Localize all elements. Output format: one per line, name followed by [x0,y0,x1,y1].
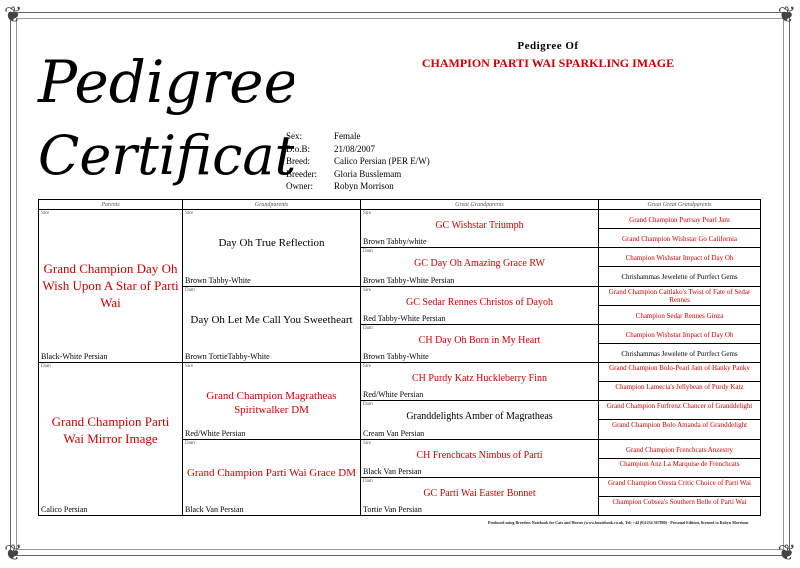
pedigree-table [38,199,761,516]
great-grandparent-4: Dam CH Day Oh Born in My Heart Brown Tabby-White [361,324,599,362]
software-footer: Produced using Breeders Notebook for Cats and Horses (www.bnotebook.co.uk, Tel: +44 (0)1234 567890) - Personal Edition, licensed to Robyn Morrison [488,520,749,525]
great-grandparent-5: Sire CH Purdy Katz Huckleberry Finn Red/White Persian [361,363,599,401]
column-header-parents: Parents [39,200,183,210]
corner-ornament-icon: ❦ [777,540,796,565]
grandparent-name: Day Oh True Reflection [218,237,325,249]
ggp-7: Champion Wishstar Impact of Day Oh [599,324,761,343]
ggp-3: Champion Wishstar Impact of Day Oh [599,248,761,267]
ggp-5: Grand Champion Caitlako's Twist of Fate of Sedar Rennes [599,286,761,305]
great-grandparent-1: Sire GC Wishstar Triumph Brown Tabby/white [361,210,599,248]
detail-row-breeder: Breeder: Gloria Busslemam [286,168,402,179]
great-grandparent-2: Dam GC Day Oh Amazing Grace RW Brown Tabby-White Persian [361,248,599,286]
ggp-8: Chrishammas Jewelette of Purrfect Gems [599,343,761,362]
animal-details [286,130,430,193]
ggp-10: Champion Lamecia's Jellybean of Purdy Katz [599,382,761,401]
detail-row-sex: Sex: Female [286,131,361,141]
corner-ornament-icon: ❦ [4,540,23,565]
pedigree-of-title: Pedigree Of [517,40,579,52]
pedigree-certificate-logo [34,40,294,190]
great-grandparent-7: Sire CH Frenchcats Nimbus of Parti Black Van Persian [361,439,599,477]
ggp-11: Grand Champion Furfrenz Chancer of Granddelight [599,401,761,420]
animal-name: CHAMPION PARTI WAI SPARKLING IMAGE [421,56,675,70]
grandparent-1: Sire Day Oh True Reflection Brown Tabby-White [183,210,361,287]
parent-name: Grand Champion Day Oh Wish Upon A Star of Parti Wai [42,261,179,310]
ggp-14: Champion Anz La Marquise de Frenchcats [599,458,761,477]
ggp-16: Champion Cobsea's Southern Belle of Parti Wai [599,496,761,515]
ggp-13: Grand Champion Frenchcats Anzestry [599,439,761,458]
corner-ornament-icon: ❦ [777,2,796,27]
parent-colour: Black-White Persian [41,352,108,361]
grandparent-colour: Brown Tabby-White [185,275,251,285]
logo-line-1: Pedigree [38,48,294,116]
ggp-2: Grand Champion Wishstar Go California [599,229,761,248]
column-header-great-grandparents: Great Grandparents [361,200,599,210]
column-header-grandparents: Grandparents [183,200,361,210]
ggp-12: Grand Champion Bolo Amanda of Granddelight [599,420,761,439]
logo-line-2: Certifica [38,124,275,187]
corner-ornament-icon: ❦ [4,2,23,27]
great-grandparent-6: Dam Granddelights Amber of Magratheas Cream Van Persian [361,401,599,439]
ggp-4: Chrishammas Jewelette of Purrfect Gems [599,267,761,286]
parent-dam: Dam Grand Champion Parti Wai Mirror Image Calico Persian [39,363,183,516]
column-header-great-great-grandparents: Great Great Grandparents [599,200,761,210]
detail-row-breed: Breed: Calico Persian (PER E/W) [286,156,430,166]
ggp-6: Champion Sedar Rennes Ginza [599,305,761,324]
parent-sire: Sire Grand Champion Day Oh Wish Upon A Star of Parti Wai Black-White Persian [39,210,183,363]
pedigree-header [398,40,698,71]
great-grandparent-8: Dam GC Parti Wai Easter Bonnet Tortie Van Persian [361,477,599,515]
detail-row-owner: Owner: Robyn Morrison [286,181,394,191]
grandparent-3: Sire Grand Champion Magratheas Spiritwalker DM Red/White Persian [183,363,361,440]
grandparent-4: Dam Grand Champion Parti Wai Grace DM Black Van Persian [183,439,361,516]
ggp-9: Grand Champion Bolo-Pearl Jam of Hanky Panky [599,363,761,382]
grandparent-2: Dam Day Oh Let Me Call You Sweetheart Brown TortieTabby-White [183,286,361,363]
detail-row-dob: D.o.B: 21/08/2007 [286,143,376,154]
great-grandparent-3: Sire GC Sedar Rennes Christos of Dayoh Red Tabby-White Persian [361,286,599,324]
ggp-15: Grand Champion Oresta Critic Choice of Parti Wai [599,477,761,496]
ggp-1: Grand Champion Purrsay Pearl Jam [599,210,761,229]
